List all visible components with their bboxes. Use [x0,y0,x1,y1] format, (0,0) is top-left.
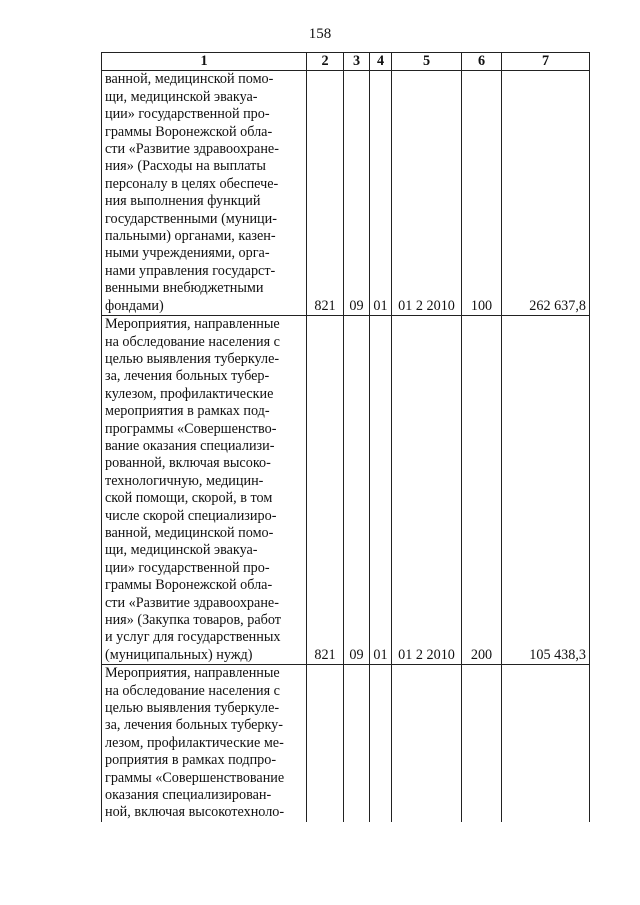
description-line: ными учреждениями, орга- [105,245,270,262]
row-description [102,665,307,822]
description-line: ции» государственной про- [105,559,270,576]
description-line: ской помощи, скорой, в том [105,490,273,507]
cell-section [344,665,370,822]
description-line: на обследование населения с [105,333,280,350]
cell-target-article: 01 2 2010 [392,71,462,316]
description-line: щи, медицинской эвакуа- [105,542,258,559]
col-header-6: 6 [462,53,502,71]
cell-target-article: 01 2 2010 [392,316,462,665]
cell-expense-type: 200 [462,316,502,665]
cell-admin-code: 821 [307,71,344,316]
description-line: роприятия в рамках подпро- [105,752,277,769]
header-row [102,53,590,71]
col-header-2: 2 [307,53,344,71]
col-header-7: 7 [502,53,590,71]
description-line: граммы Воронежской обла- [105,577,273,594]
cell-admin-code: 821 [307,316,344,665]
cell-expense-type: 100 [462,71,502,316]
description-line: граммы Воронежской обла- [105,123,273,140]
description-line: за, лечения больных тубер- [105,368,270,385]
description-line: технологичную, медицин- [105,472,264,489]
description-line: за, лечения больных туберку- [105,717,284,734]
budget-table [101,52,590,822]
description-line: программы «Совершенство- [105,420,277,437]
description-line: сти «Развитие здравоохране- [105,594,279,611]
description-line: Мероприятия, направленные [105,665,280,682]
description-line: оказания специализирован- [105,787,272,804]
cell-subsection: 01 [370,316,392,665]
cell-amount: 262 637,8 [502,71,590,316]
description-line: Мероприятия, направленные [105,316,280,333]
row-description [102,316,307,665]
description-line: ной, включая высокотехноло- [105,804,285,821]
description-line: мероприятия в рамках под- [105,403,270,420]
description-line: числе скорой специализиро- [105,507,277,524]
description-line: вание оказания специализи- [105,437,275,454]
description-line: сти «Развитие здравоохране- [105,141,279,158]
description-line: ния» (Расходы на выплаты [105,158,266,175]
description-line: ния» (Закупка товаров, работ [105,612,281,628]
description-line: целью выявления туберкуле- [105,350,280,367]
cell-expense-type [462,665,502,822]
description-line: персоналу в целях обеспече- [105,175,279,192]
col-header-3: 3 [344,53,370,71]
description-line: ванной, медицинской помо- [105,524,274,541]
description-line: ния выполнения функций [105,193,261,210]
description-line: кулезом, профилактические [105,385,274,402]
cell-section: 09 [344,316,370,665]
description-line: на обследование населения с [105,682,280,699]
description-line: (муниципальных) нужд) [105,646,253,663]
description-line: щи, медицинской эвакуа- [105,88,258,105]
col-header-1: 1 [102,53,307,71]
description-line: рованной, включая высоко- [105,455,271,472]
cell-admin-code [307,665,344,822]
col-header-4: 4 [370,53,392,71]
cell-subsection [370,665,392,822]
cell-amount [502,665,590,822]
description-line: граммы «Совершенствование [105,769,285,786]
table-row [102,71,590,316]
description-line: венными внебюджетными [105,280,264,297]
description-line: фондами) [105,297,164,314]
cell-amount: 105 438,3 [502,316,590,665]
row-description [102,71,307,316]
col-header-5: 5 [392,53,462,71]
description-line: ции» государственной про- [105,106,270,123]
table-row [102,665,590,822]
cell-target-article [392,665,462,822]
page-number: 158 [308,26,332,42]
cell-section: 09 [344,71,370,316]
description-line: ванной, медицинской помо- [105,71,274,88]
description-line: государственными (муници- [105,210,277,227]
description-line: нами управления государст- [105,262,276,279]
description-line: лезом, профилактические ме- [105,734,284,751]
description-line: пальными) органами, казен- [105,228,276,245]
description-line: и услуг для государственных [105,629,281,646]
table-row [102,316,590,665]
cell-subsection: 01 [370,71,392,316]
description-line: целью выявления туберкуле- [105,700,280,717]
